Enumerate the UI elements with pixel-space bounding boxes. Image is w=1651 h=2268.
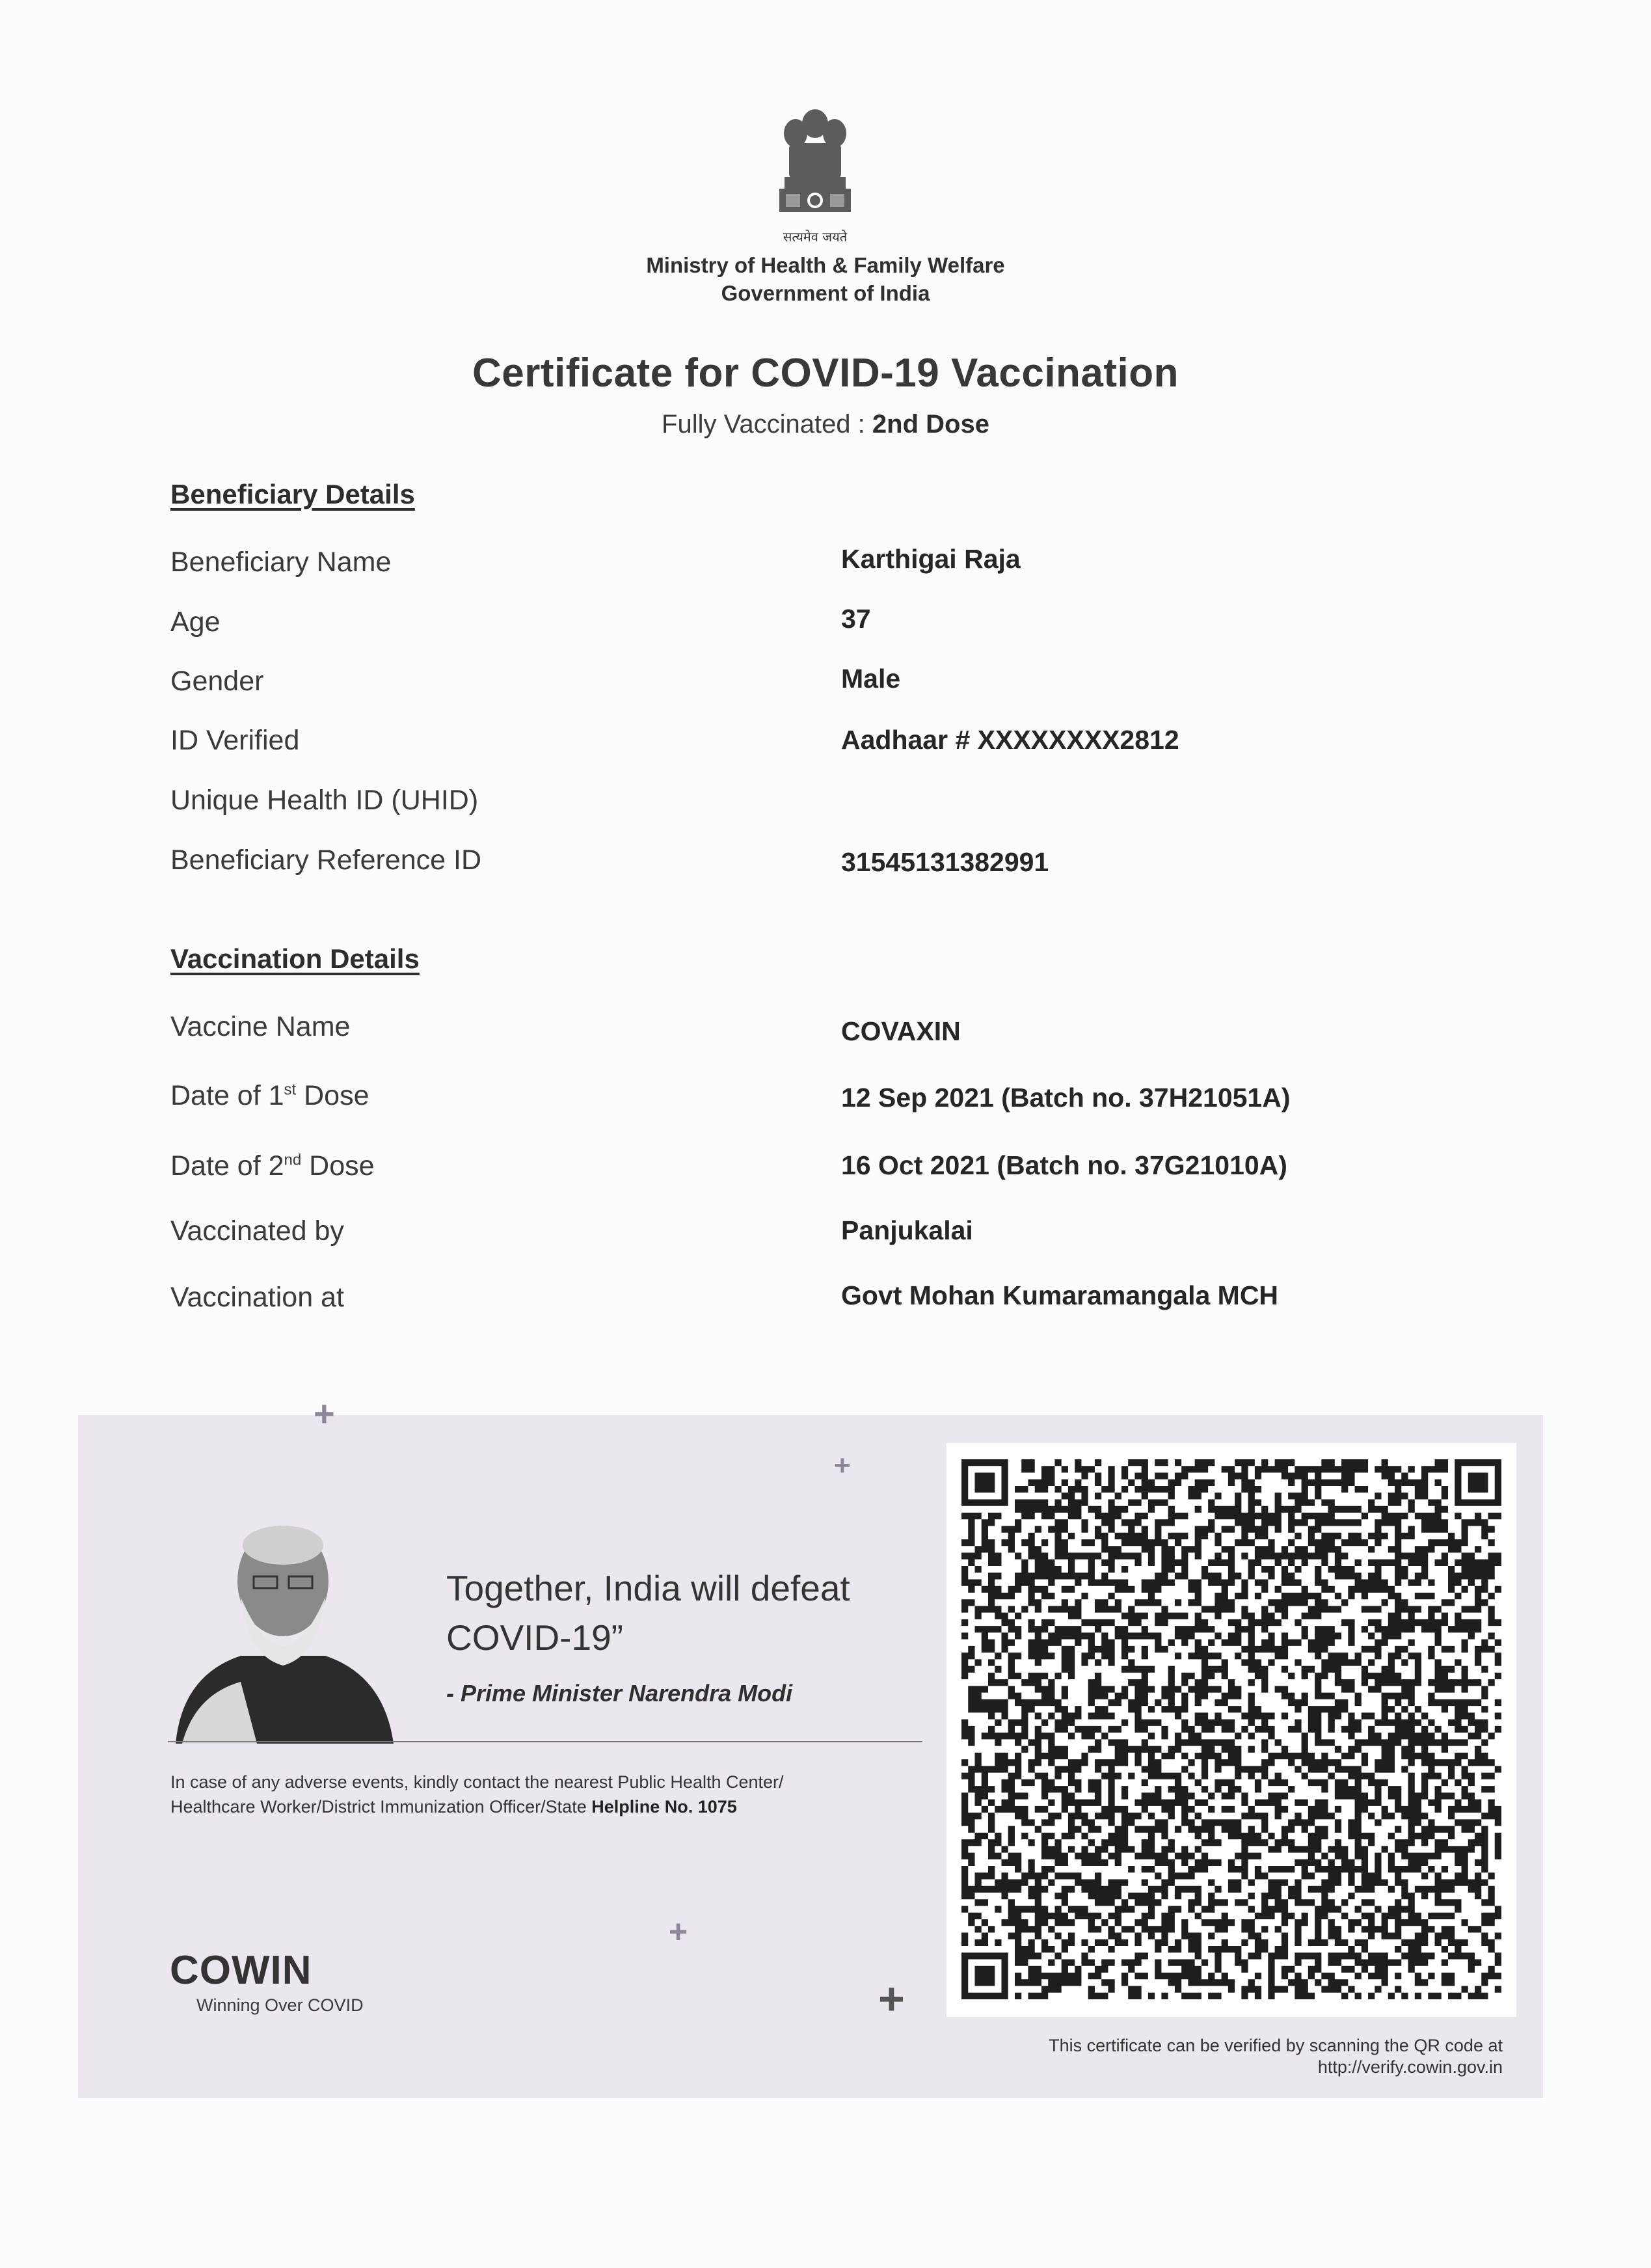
qr-code-icon <box>961 1459 1501 1999</box>
national-emblem-icon <box>766 104 864 234</box>
plus-decoration-icon: + <box>834 1450 851 1481</box>
cowin-logo: COWIN <box>170 1948 312 1993</box>
qr-modules <box>961 1459 1501 1999</box>
beneficiary-name-label: Beneficiary Name <box>170 547 392 578</box>
adverse-line-2-text: Healthcare Worker/District Immunization Officer/State <box>170 1797 592 1816</box>
dose2-date-value: 16 Oct 2021 (Batch no. 37G21010A) <box>841 1150 1287 1180</box>
status-dose: 2nd Dose <box>872 410 989 439</box>
vaccination-heading: Vaccination Details <box>170 943 420 974</box>
vaccine-name-label: Vaccine Name <box>170 1011 351 1042</box>
government-name: Government of India <box>721 281 930 305</box>
reference-id-value: 31545131382991 <box>841 847 1049 877</box>
reference-id-label: Beneficiary Reference ID <box>170 844 481 876</box>
verification-note <box>859 2035 1503 2078</box>
pm-attribution: - Prime Minister Narendra Modi <box>446 1680 793 1707</box>
vaccination-site-value: Govt Mohan Kumaramangala MCH <box>841 1280 1279 1310</box>
adverse-line-2 <box>170 1794 951 1819</box>
emblem-motto: सत्यमेव जयते <box>783 229 848 245</box>
verify-url: http://verify.cowin.gov.in <box>1317 2057 1503 2077</box>
gender-label: Gender <box>170 666 264 697</box>
dose1-label-ordinal: st <box>284 1081 297 1099</box>
id-verified-label: ID Verified <box>170 725 300 756</box>
dose1-date-value: 12 Sep 2021 (Batch no. 37H21051A) <box>841 1083 1291 1113</box>
certificate-title: Certificate for COVID-19 Vaccination <box>472 351 1179 396</box>
ministry-header <box>500 251 1151 307</box>
adverse-line-1: In case of any adverse events, kindly contact the nearest Public Health Center/ <box>170 1772 784 1792</box>
plus-decoration-icon: + <box>669 1913 688 1950</box>
status-prefix: Fully Vaccinated : <box>662 410 872 439</box>
dose2-label-suffix: Dose <box>301 1150 375 1181</box>
beneficiary-name-value: Karthigai Raja <box>841 544 1021 574</box>
vaccination-status <box>305 410 1346 439</box>
vaccination-site-label: Vaccination at <box>170 1282 344 1313</box>
ministry-name: Ministry of Health & Family Welfare <box>646 253 1005 277</box>
dose2-date-label <box>170 1150 375 1182</box>
age-value: 37 <box>841 604 871 634</box>
cowin-tagline: Winning Over COVID <box>196 1995 364 2015</box>
vaccinated-by-label: Vaccinated by <box>170 1215 344 1247</box>
gender-value: Male <box>841 664 901 694</box>
dose2-label-ordinal: nd <box>284 1151 302 1169</box>
uhid-label: Unique Health ID (UHID) <box>170 785 479 816</box>
dose2-label-text: Date of 2 <box>170 1150 284 1181</box>
age-label: Age <box>170 606 221 638</box>
id-verified-value: Aadhaar # XXXXXXXX2812 <box>841 725 1179 755</box>
verify-text: This certificate can be verified by scanning the QR code at <box>1049 2036 1503 2055</box>
beneficiary-heading: Beneficiary Details <box>170 479 415 509</box>
plus-decoration-icon: + <box>314 1393 335 1434</box>
dose1-date-label <box>170 1080 369 1112</box>
panel-divider <box>168 1741 922 1742</box>
vaccinated-by-value: Panjukalai <box>841 1215 973 1245</box>
helpline-number: Helpline No. 1075 <box>591 1797 737 1816</box>
adverse-events-notice <box>170 1770 951 1819</box>
prime-minister-portrait <box>169 1519 397 1744</box>
pm-quote: Together, India will defeat COVID-19” <box>446 1568 850 1658</box>
dose1-label-suffix: Dose <box>296 1080 369 1111</box>
plus-decoration-icon: + <box>878 1973 905 2024</box>
vaccine-name-value: COVAXIN <box>841 1016 961 1046</box>
dose1-label-text: Date of 1 <box>170 1080 284 1111</box>
